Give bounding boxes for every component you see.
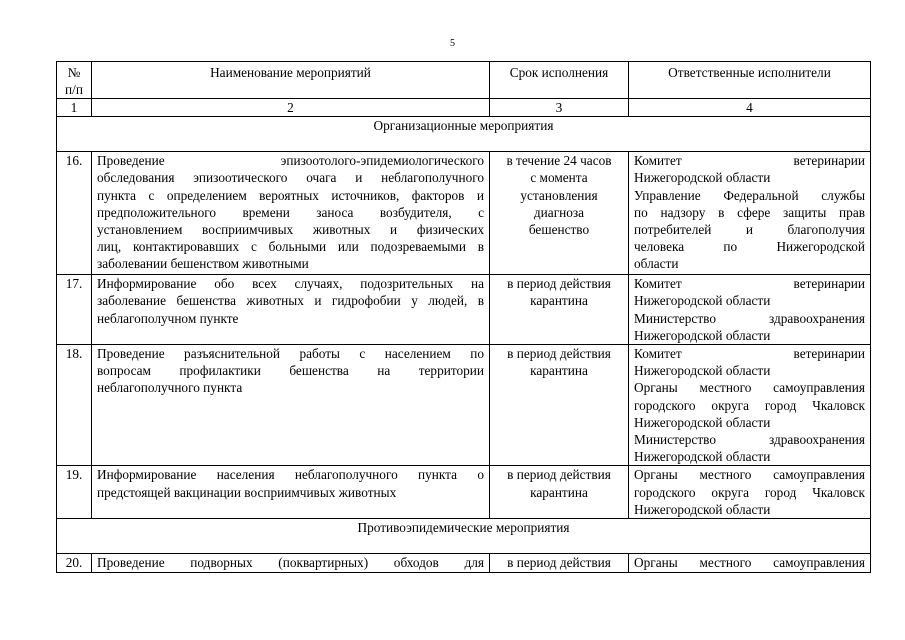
header-term: Срок исполнения [490, 62, 629, 99]
header-name: Наименование мероприятий [92, 62, 490, 99]
table-row [57, 466, 871, 519]
row-number: 17. [57, 275, 92, 345]
row-number: 16. [57, 152, 92, 275]
table-row [57, 275, 871, 345]
measures-table [56, 61, 871, 573]
row-term: в период действия карантина [490, 466, 629, 519]
column-number: 3 [490, 99, 629, 117]
row-number: 20. [57, 554, 92, 572]
row-number: 18. [57, 345, 92, 466]
column-number: 4 [629, 99, 871, 117]
row-responsible: Комитет ветеринарии Нижегородской области Органы местного самоуправления городского округа город Чкаловск Нижегородской области Министерство здравоохранения Нижегородской области [629, 345, 871, 466]
row-term: в период действия карантина [490, 275, 629, 345]
row-term: в период действия [490, 554, 629, 572]
row-name: Информирование населения неблагополучного пункта о предстоящей вакцинации восприимчивых животных [92, 466, 490, 519]
header-responsible: Ответственные исполнители [629, 62, 871, 99]
column-numbers-row [57, 99, 871, 117]
column-number: 1 [57, 99, 92, 117]
row-responsible: Комитет ветеринарии Нижегородской области Управление Федеральной службы по надзору в сфере защиты прав потребителей и благополучия человека по Нижегородской области [629, 152, 871, 275]
row-name: Проведение эпизоотолого-эпидемиологического обследования эпизоотического очага и неблагополучного пункта с определением вероятных источников, факторов и предположительного времени заноса возбудителя, с установлением восприимчивых животных и физических лиц, контактировавших с больными или подозреваемыми в заболевании бешенством животными [92, 152, 490, 275]
row-term: в течение 24 часов с момента установления диагноза бешенство [490, 152, 629, 275]
row-name: Проведение разъяснительной работы с населением по вопросам профилактики бешенства на территории неблагополучного пункта [92, 345, 490, 466]
row-responsible: Органы местного самоуправления городского округа город Чкаловск Нижегородской области [629, 466, 871, 519]
row-responsible: Комитет ветеринарии Нижегородской области Министерство здравоохранения Нижегородской области [629, 275, 871, 345]
table-row [57, 554, 871, 572]
row-name: Проведение подворных (поквартирных) обходов для [92, 554, 490, 572]
section-row [57, 519, 871, 554]
table-row [57, 152, 871, 275]
section-row [57, 117, 871, 152]
row-number: 19. [57, 466, 92, 519]
header-row [57, 62, 871, 99]
table-row [57, 345, 871, 466]
row-name: Информирование обо всех случаях, подозрительных на заболевание бешенства животных и гидрофобии у людей, в неблагополучном пункте [92, 275, 490, 345]
page-number: 5 [450, 38, 455, 49]
section-title-antiepidemic: Противоэпидемические мероприятия [57, 519, 871, 554]
header-num: № п/п [57, 62, 92, 99]
row-responsible: Органы местного самоуправления [629, 554, 871, 572]
row-term: в период действия карантина [490, 345, 629, 466]
section-title-organizational: Организационные мероприятия [57, 117, 871, 152]
column-number: 2 [92, 99, 490, 117]
